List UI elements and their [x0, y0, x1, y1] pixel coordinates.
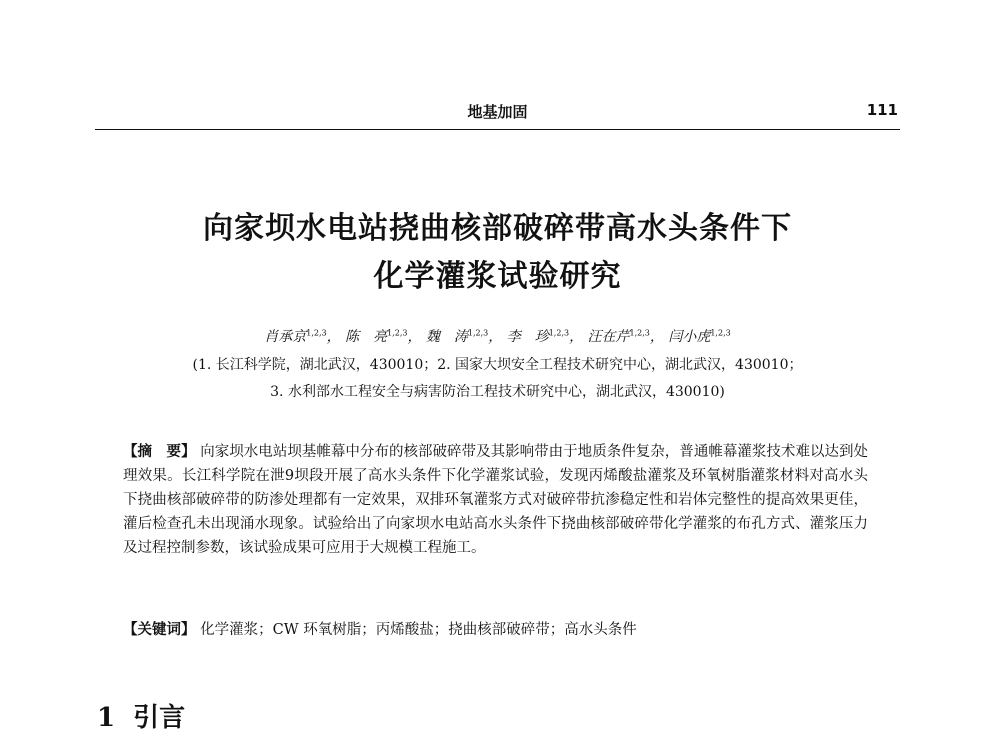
author-name: 陈 亮 — [345, 329, 388, 345]
abstract — [123, 440, 868, 560]
keywords — [123, 618, 868, 642]
section-heading — [97, 697, 185, 734]
keywords-label: 【关键词】 — [123, 621, 196, 638]
author-name: 魏 涛 — [425, 329, 468, 345]
paper-title — [95, 205, 900, 301]
author-name: 李 珍 — [506, 329, 549, 345]
header-rule — [95, 129, 900, 130]
author-affiliation: 1,2,3 — [467, 328, 489, 338]
affiliations — [95, 352, 900, 406]
title-line-2: 化学灌浆试验研究 — [373, 259, 622, 294]
affiliation-line-1: (1. 长江科学院，湖北武汉，430010；2. 国家大坝安全工程技术研究中心，湖北武汉，430010； — [192, 357, 803, 373]
journal-name: 地基加固 — [467, 103, 528, 121]
author-name: 闫小虎 — [668, 329, 711, 345]
author-affiliation: 1,2,3 — [548, 328, 570, 338]
abstract-label: 【摘 要】 — [123, 443, 196, 460]
abstract-text: 向家坝水电站坝基帷幕中分布的核部破碎带及其影响带由于地质条件复杂，普通帷幕灌浆技术难以达到处理效果。长江科学院在泄9坝段开展了高水头条件下化学灌浆试验，发现丙烯酸盐灌浆及环氧树脂灌浆材料对高水头下挠曲核部破碎带的防渗处理都有一定效果，双排环氧灌浆方式对破碎带抗渗稳定性和岩体完整性的提高效果更佳，灌后检查孔未出现涌水现象。试验给出了向家坝水电站高水头条件下挠曲核部破碎带化学灌浆的布孔方式、灌浆压力及过程控制参数，该试验成果可应用于大规模工程施工。 — [123, 444, 869, 556]
title-line-1: 向家坝水电站挠曲核部破碎带高水头条件下 — [203, 211, 792, 246]
keywords-text: 化学灌浆；CW 环氧树脂；丙烯酸盐；挠曲核部破碎带；高水头条件 — [200, 622, 637, 638]
running-header — [95, 101, 900, 127]
page-number: 111 — [866, 101, 898, 119]
author-affiliation: 1,2,3 — [306, 328, 327, 338]
affiliation-line-2: 3. 水利部水工程安全与病害防治工程技术研究中心，湖北武汉，430010) — [270, 384, 725, 400]
section-number: 1 — [97, 703, 116, 733]
author-name: 汪在芹 — [587, 329, 630, 345]
author-list: 肖承京$^{1,2,3}$， 陈 亮$^{1,2,3}$， 魏 涛$^{1,2,3}$， 李 珍$^{1,2,3}$， 汪在芹$^{1,2,3}$， 闫小虎$^{1,2,3}$ — [264, 328, 731, 345]
author-affiliation: 1,2,3 — [387, 328, 408, 338]
author-name: 肖承京 — [264, 329, 307, 345]
section-title: 引言 — [133, 703, 186, 733]
author-affiliation: 1,2,3 — [710, 328, 731, 338]
author-affiliation: 1,2,3 — [629, 328, 650, 338]
